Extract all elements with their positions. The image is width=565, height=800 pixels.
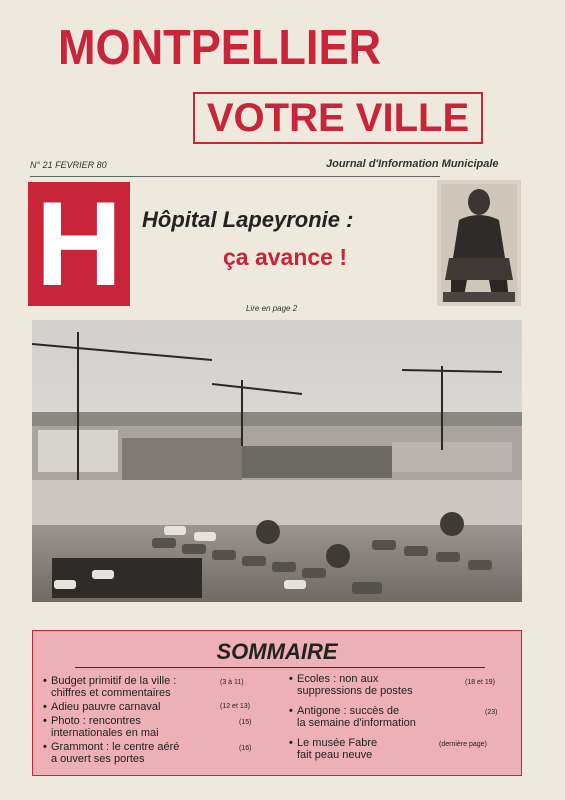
toc-item[interactable]: • Adieu pauvre carnaval xyxy=(43,701,161,713)
toc-page-ref: (16) xyxy=(239,745,252,752)
toc-page-ref: (23) xyxy=(485,709,498,716)
toc-item[interactable]: • Grammont : le centre aéré a ouvert ses portes xyxy=(43,741,180,765)
toc-page-ref: (18 et 19) xyxy=(465,679,495,686)
toc-page-ref: (15) xyxy=(239,719,252,726)
toc-page-ref: (dernière page) xyxy=(439,741,487,748)
toc-page-ref: (3 à 11) xyxy=(220,679,244,686)
journal-tagline: Journal d'Information Municipale xyxy=(326,158,499,170)
toc-item[interactable]: • Photo : rencontres internationales en mai xyxy=(43,715,159,739)
toc-item[interactable]: • Antigone : succès de la semaine d'information xyxy=(289,705,416,729)
masthead-subtitle: VOTRE VILLE xyxy=(193,92,483,144)
read-more-link[interactable]: Lire en page 2 xyxy=(246,304,298,313)
masthead-title: MONTPELLIER xyxy=(58,21,382,75)
lead-subhead-text: ça avance xyxy=(222,244,333,270)
issue-number: N° 21 FEVRIER 80 xyxy=(30,160,107,170)
toc-item[interactable]: • Ecoles : non aux suppressions de postes xyxy=(289,673,413,697)
sommaire-rule xyxy=(75,667,485,668)
lead-headline: Hôpital Lapeyronie : xyxy=(142,207,354,232)
hospital-logo: H xyxy=(28,182,130,306)
sommaire-title: SOMMAIRE xyxy=(216,639,338,664)
toc-item[interactable]: • Le musée Fabre fait peau neuve xyxy=(289,737,378,761)
lead-exclamation: ! xyxy=(339,244,348,270)
construction-photo xyxy=(32,320,522,602)
toc-item[interactable]: • Budget primitif de la ville : chiffres et commentaires xyxy=(43,675,177,699)
toc-page-ref: (12 et 13) xyxy=(220,703,250,710)
sommaire-box xyxy=(32,630,522,776)
statue-photo xyxy=(437,180,521,306)
lead-subhead xyxy=(200,244,370,271)
